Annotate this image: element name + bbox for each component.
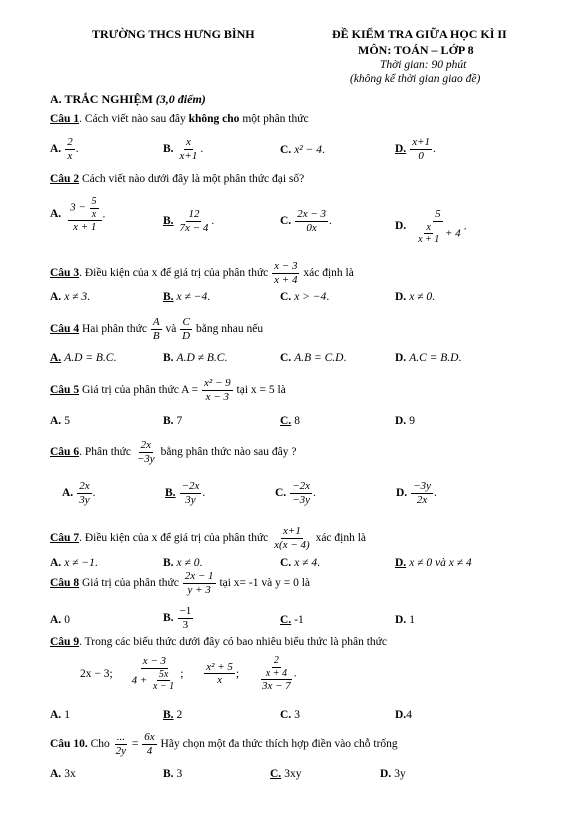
q7-option-d[interactable]: D. x ≠ 0 và x ≠ 4 [395, 557, 472, 569]
question-4: Câu 4 Hai phân thức $\frac{A}{B}$ và $\frac{C}{D}$ bằng nhau nếu [50, 316, 264, 342]
q7-option-c[interactable]: C. x ≠ 4. [280, 557, 320, 569]
question-7: Câu 7. Điều kiện của x để giá trị của phân thức $\frac{x+1}{x(x - 4)}$ xác định là [50, 525, 367, 551]
q2-option-d[interactable]: D. 5 $\frac{x}{x + 1}$ + 4 . [395, 208, 467, 246]
q8-option-d[interactable]: D. 1 [395, 614, 415, 626]
q9-option-a[interactable]: A. 1 [50, 709, 70, 721]
q6-option-a[interactable]: A. $\frac{2x}{3y}$ . [62, 480, 96, 506]
q10-option-d[interactable]: D. 3y [380, 768, 406, 780]
q2-option-a[interactable]: A. 3 − $\frac{5}{x}$ x + 1 . [50, 196, 106, 233]
question-5: Câu 5 Giá trị của phân thức A = $\frac{\text{x² − 9}}{x - 3}$ tại x = 5 là [50, 377, 286, 403]
q9-option-b[interactable]: B. 2 [163, 709, 183, 721]
q9-option-c[interactable]: C. 3 [280, 709, 300, 721]
q3-option-c[interactable]: C. x > −4. [280, 291, 330, 303]
q10-option-a[interactable]: A. 3x [50, 768, 76, 780]
q3-option-b[interactable]: B. x ≠ −4. [163, 291, 211, 303]
q5-option-b[interactable]: B. 7 [163, 415, 183, 427]
question-8: Câu 8 Giá trị của phân thức $\frac{2x - 1}{y + 3}$ tại x= -1 và y = 0 là [50, 570, 311, 596]
question-1: Câu 1. Cách viết nào sau đây không cho một phân thức [50, 113, 309, 125]
question-9: Câu 9. Trong các biểu thức dưới đây có bao nhiêu biểu thức là phân thức [50, 636, 387, 648]
q3-option-d[interactable]: D. x ≠ 0. [395, 291, 435, 303]
exam-subject: MÔN: TOÁN – LỚP 8 [358, 43, 474, 57]
question-10: Câu 10. Cho $\frac{...}{2y}$ = $\frac{6x}{4}$ Hãy chọn một đa thức thích hợp điền vào chỗ trống [50, 731, 398, 757]
q4-option-b[interactable]: B. A.D ≠ B.C. [163, 352, 228, 364]
q4-option-d[interactable]: D. A.C = B.D. [395, 352, 462, 364]
q6-option-c[interactable]: C. $\frac{-2x}{-3y}$ . [275, 480, 316, 506]
school-name: TRƯỜNG THCS HƯNG BÌNH [92, 27, 255, 41]
q3-option-a[interactable]: A. x ≠ 3. [50, 291, 90, 303]
exam-time: Thời gian: 90 phút [380, 59, 467, 71]
q8-option-a[interactable]: A. 0 [50, 614, 70, 626]
q2-option-b[interactable]: B. $\frac{12}{7x - 4}$ . [163, 208, 215, 234]
exam-note: (không kể thời gian giao đề) [350, 73, 481, 85]
q5-option-a[interactable]: A. 5 [50, 415, 70, 427]
question-2: Câu 2 Cách viết nào dưới đây là một phân thức đại số? [50, 173, 305, 185]
q1-option-b[interactable]: B. $\frac{x}{x+1}$ . [163, 136, 204, 162]
q6-option-d[interactable]: D. $\frac{-3y}{2x}$ . [396, 480, 437, 506]
q8-option-b[interactable]: B. $\frac{-1}{3}$ [163, 605, 192, 631]
q5-option-d[interactable]: D. 9 [395, 415, 415, 427]
q5-option-c[interactable]: C. 8 [280, 415, 300, 427]
q10-option-c[interactable]: C. 3xy [270, 768, 302, 780]
q9-expressions: 2x − 3; x − 3 4 + $\frac{5x}{x - 1}$ ; $\frac{\text{x² + 5}}{x}$ ; $\frac{\frac{2}{x + 4}}{3x - 7}$ . [80, 655, 297, 693]
q10-option-b[interactable]: B. 3 [163, 768, 183, 780]
question-3: Câu 3. Điều kiện của x để giá trị của phân thức $\frac{x - 3}{x + 4}$ xác định là [50, 260, 354, 286]
q7-option-b[interactable]: B. x ≠ 0. [163, 557, 203, 569]
q1-option-a[interactable]: A. $\frac{2}{x}$ . [50, 136, 79, 162]
q4-option-c[interactable]: C. A.B = C.D. [280, 352, 347, 364]
section-title: A. TRẮC NGHIỆM (3,0 điểm) [50, 92, 206, 106]
q1-option-d[interactable]: D. $\frac{x+1}{0}$ . [395, 136, 436, 162]
q9-option-d[interactable]: D.4 [395, 709, 412, 721]
q8-option-c[interactable]: C. -1 [280, 614, 304, 626]
question-6: Câu 6. Phân thức $\frac{2x}{-3y}$ bằng phân thức nào sau đây ? [50, 439, 297, 465]
exam-title: ĐỀ KIỂM TRA GIỮA HỌC KÌ II [332, 27, 507, 41]
q7-option-a[interactable]: A. x ≠ −1. [50, 557, 98, 569]
q6-option-b[interactable]: B. $\frac{-2x}{3y}$ . [165, 480, 206, 506]
q4-option-a[interactable]: A. A.D = B.C. [50, 352, 117, 364]
q1-option-c[interactable]: C. x² − 4. [280, 144, 325, 156]
q2-option-c[interactable]: C. $\frac{2x - 3}{0x}$ . [280, 208, 332, 234]
